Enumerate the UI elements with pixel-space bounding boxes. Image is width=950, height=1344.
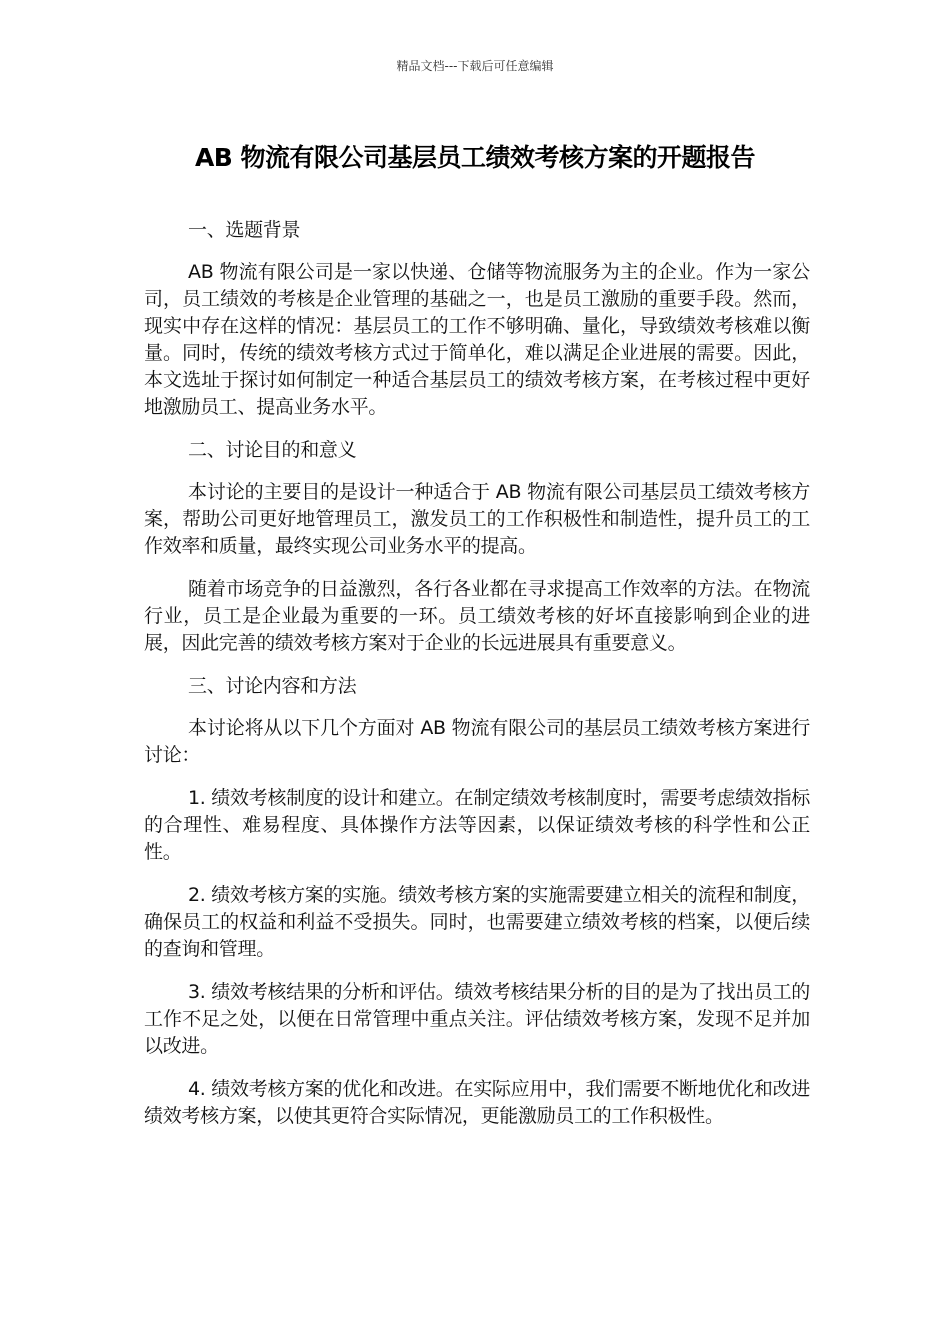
list-item-4: 4. 绩效考核方案的优化和改进。在实际应用中，我们需要不断地优化和改进绩效考核方案，以使其更符合实际情况，更能激励员工的工作积极性。 [144, 1078, 810, 1127]
document-title: AB 物流有限公司基层员工绩效考核方案的开题报告 [194, 143, 756, 172]
header-note: 精品文档---下载后可任意编辑 [396, 59, 554, 73]
paragraph-content-intro: 本讨论将从以下几个方面对 AB 物流有限公司的基层员工绩效考核方案进行讨论： [144, 717, 810, 766]
section-heading-purpose: 二、讨论目的和意义 [188, 439, 357, 461]
paragraph-purpose-significance: 随着市场竞争的日益激烈，各行各业都在寻求提高工作效率的方法。在物流行业，员工是企业最为重要的一环。员工绩效考核的好坏直接影响到企业的进展，因此完善的绩效考核方案对于企业的长远进展具有重要意义。 [144, 578, 810, 654]
list-item-3: 3. 绩效考核结果的分析和评估。绩效考核结果分析的目的是为了找出员工的工作不足之处，以便在日常管理中重点关注。评估绩效考核方案，发现不足并加以改进。 [144, 981, 810, 1057]
section-heading-background: 一、选题背景 [188, 219, 301, 241]
list-item-1: 1. 绩效考核制度的设计和建立。在制定绩效考核制度时，需要考虑绩效指标的合理性、难易程度、具体操作方法等因素，以保证绩效考核的科学性和公正性。 [144, 787, 810, 863]
document-body [144, 217, 810, 1146]
section-heading-content-method: 三、讨论内容和方法 [188, 675, 357, 697]
list-item-2: 2. 绩效考核方案的实施。绩效考核方案的实施需要建立相关的流程和制度，确保员工的权益和利益不受损失。同时，也需要建立绩效考核的档案，以便后续的查询和管理。 [144, 884, 810, 960]
paragraph-background: AB 物流有限公司是一家以快递、仓储等物流服务为主的企业。作为一家公司，员工绩效的考核是企业管理的基础之一，也是员工激励的重要手段。然而，现实中存在这样的情况：基层员工的工作不够明确、量化，导致绩效考核难以衡量。同时，传统的绩效考核方式过于简单化，难以满足企业进展的需要。因此，本文选址于探讨如何制定一种适合基层员工的绩效考核方案，在考核过程中更好地激励员工、提高业务水平。 [144, 261, 810, 418]
paragraph-purpose-main: 本讨论的主要目的是设计一种适合于 AB 物流有限公司基层员工绩效考核方案，帮助公司更好地管理员工，激发员工的工作积极性和制造性，提升员工的工作效率和质量，最终实现公司业务水平的提高。 [144, 481, 810, 557]
